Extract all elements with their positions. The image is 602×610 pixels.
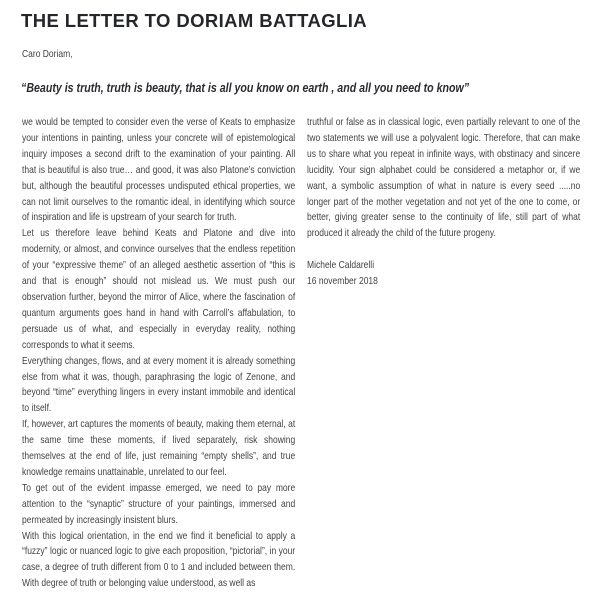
left-column — [22, 115, 295, 592]
paragraph: Let us therefore leave behind Keats and Platone and dive into modernity, or almost, and convince ourselves that the endless repetition of your “expressive theme” of an alleged aesthetic assertion of “this is and that is enough” should not mislead us. We must push our observation further, beyond the mirror of Alice, where the fascination of quantum arguments goes hand in hand with Carroll’s affabulation, to persuade us of what, and especially in everyday reality, nothing corresponds to what it seems. — [22, 228, 296, 351]
right-column — [307, 115, 580, 290]
paragraph: Everything changes, flows, and at every moment it is already something else from what it was, though, paraphrasing the logic of Zenone, and beyond “time” everything lingers in every instant immobile and identical to itself. — [22, 355, 296, 415]
paragraph: With this logical orientation, in the end we find it beneficial to apply a “fuzzy” logic or nuanced logic to give each proposition, “pictorial”, in your case, a degree of truth different from 0 to 1 and included between them. With degree of truth or belonging value understood, as well as — [22, 530, 296, 590]
page-title: THE LETTER TO DORIAM BATTAGLIA — [21, 10, 368, 31]
salutation: Caro Doriam, — [22, 49, 73, 60]
signature-date: 16 november 2018 — [307, 276, 378, 288]
letter-body — [22, 115, 582, 607]
paragraph: If, however, art captures the moments of beauty, making them eternal, at the same time these moments, if lived separately, risk showing themselves at the end of life, just remaining “empty shells”, and true knowledge remains unattainable, unrelated to our feel. — [22, 419, 296, 478]
signature-name: Michele Caldarelli — [307, 260, 375, 272]
paragraph: truthful or false as in classical logic, even partially relevant to one of the two statements we will use a polyvalent logic. Therefore, that can make us to share what you repeat in infinite ways, with obstinacy and sincere lucidity. Your sign alphabet could be considered a metaphor or, if we want, a symbolic assumption of what in nature is every seed .....no longer part of the mother vegetation and not yet of the one to come, or better, giving greater sense to the continuity of life, still part of what produced it already the child of the future progeny. — [307, 117, 581, 240]
paragraph: we would be tempted to consider even the verse of Keats to emphasize your intentions in painting, unless your concrete will of epistemological inquiry imposes a second drift to the examination of your painting. All that is beautiful is also true… and good, it was also Platone’s conviction but, although the beautiful processes undisputed ethical properties, we can not limit ourselves to the romantic ideal, in identifying which source of inspiration and life is upstream of your search for truth. — [22, 117, 296, 224]
quote: “Beauty is truth, truth is beauty, that is all you know on earth , and all you need to know” — [21, 80, 470, 95]
paragraph: To get out of the evident impasse emerged, we need to pay more attention to the “synaptic” structure of your paintings, immersed and permeated by increasingly insistent blurs. — [22, 482, 296, 526]
